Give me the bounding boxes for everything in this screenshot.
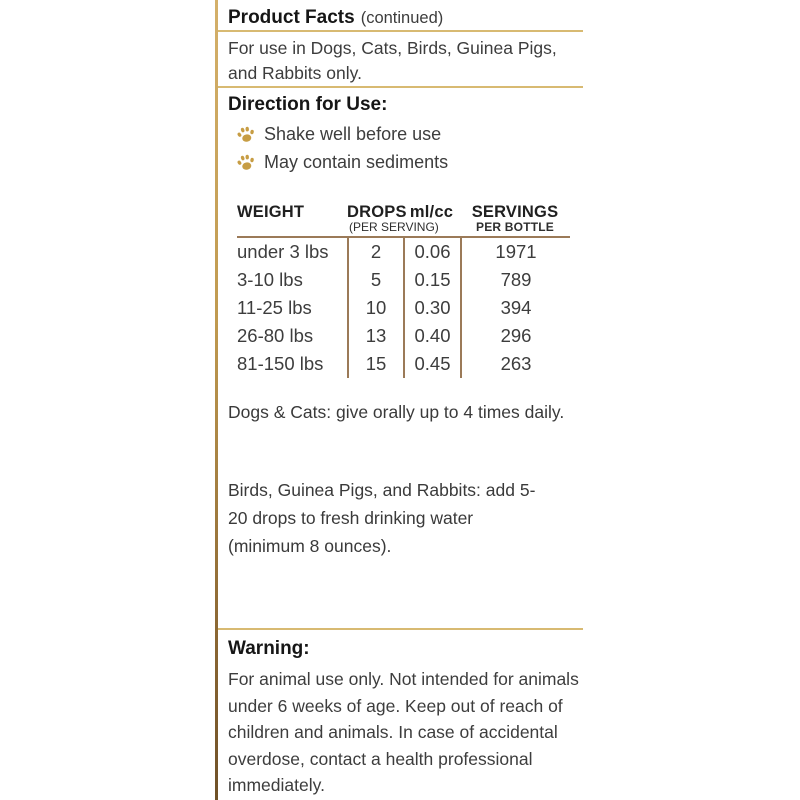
table-cell-drops: 2	[347, 238, 403, 266]
table-cell-drops: 15	[347, 350, 403, 378]
table-cell-weight: 3-10 lbs	[237, 269, 303, 290]
table-cell-weight: under 3 lbs	[237, 241, 329, 262]
table-cell-mlcc: 0.06	[403, 238, 460, 266]
warning-text: For animal use only. Not intended for animals under 6 weeks of age. Keep out of reach of children and animals. In case of accidental overdose, contact a health professional immediately.	[228, 669, 579, 795]
table-cell-mlcc: 0.15	[403, 266, 460, 294]
divider-line	[218, 86, 583, 88]
direction-bullet	[237, 150, 448, 174]
table-cell-drops: 13	[347, 322, 403, 350]
divider-line	[218, 628, 583, 630]
dosage-table	[237, 203, 570, 378]
table-cell-mlcc: 0.45	[403, 350, 460, 378]
label-left-border	[215, 0, 218, 800]
subheader-per-bottle: PER BOTTLE	[475, 220, 554, 234]
table-cell-mlcc: 0.30	[403, 294, 460, 322]
direction-bullet	[237, 122, 441, 146]
table-cell-weight: 26-80 lbs	[237, 325, 314, 346]
table-cell-servings: 789	[460, 266, 570, 294]
paw-icon	[235, 152, 256, 172]
dosage-table-header	[237, 203, 570, 238]
note-dogs-cats: Dogs & Cats: give orally up to 4 times daily.	[228, 402, 565, 422]
page-title	[228, 7, 588, 29]
table-cell-mlcc: 0.40	[403, 322, 460, 350]
warning-title: Warning:	[228, 638, 310, 659]
product-facts-title: Product Facts	[228, 7, 355, 28]
column-header-servings: SERVINGS	[471, 203, 559, 221]
table-cell-drops: 10	[347, 294, 403, 322]
column-header-drops: DROPS	[347, 203, 407, 221]
dosage-table-body	[237, 238, 570, 378]
divider-line	[218, 30, 583, 32]
table-cell-drops: 5	[347, 266, 403, 294]
paw-icon	[235, 124, 256, 144]
subheader-per-serving: (PER SERVING)	[349, 220, 439, 234]
table-cell-servings: 296	[460, 322, 570, 350]
product-facts-continued: (continued)	[360, 9, 444, 27]
direction-bullet-text: Shake well before use	[264, 124, 442, 144]
table-cell-servings: 394	[460, 294, 570, 322]
direction-for-use-title: Direction for Use:	[228, 94, 388, 115]
usage-statement: For use in Dogs, Cats, Birds, Guinea Pigs, and Rabbits only.	[228, 38, 557, 83]
table-cell-weight: 11-25 lbs	[237, 297, 312, 318]
table-cell-weight: 81-150 lbs	[237, 353, 324, 374]
table-cell-servings: 1971	[460, 238, 570, 266]
column-header-weight: WEIGHT	[237, 203, 305, 221]
direction-bullet-text: May contain sediments	[264, 152, 449, 172]
column-header-mlcc: ml/cc	[409, 203, 454, 221]
table-cell-servings: 263	[460, 350, 570, 378]
note-birds-guinea-rabbits: Birds, Guinea Pigs, and Rabbits: add 5-20 drops to fresh drinking water (minimum 8 ounces).	[228, 480, 536, 556]
